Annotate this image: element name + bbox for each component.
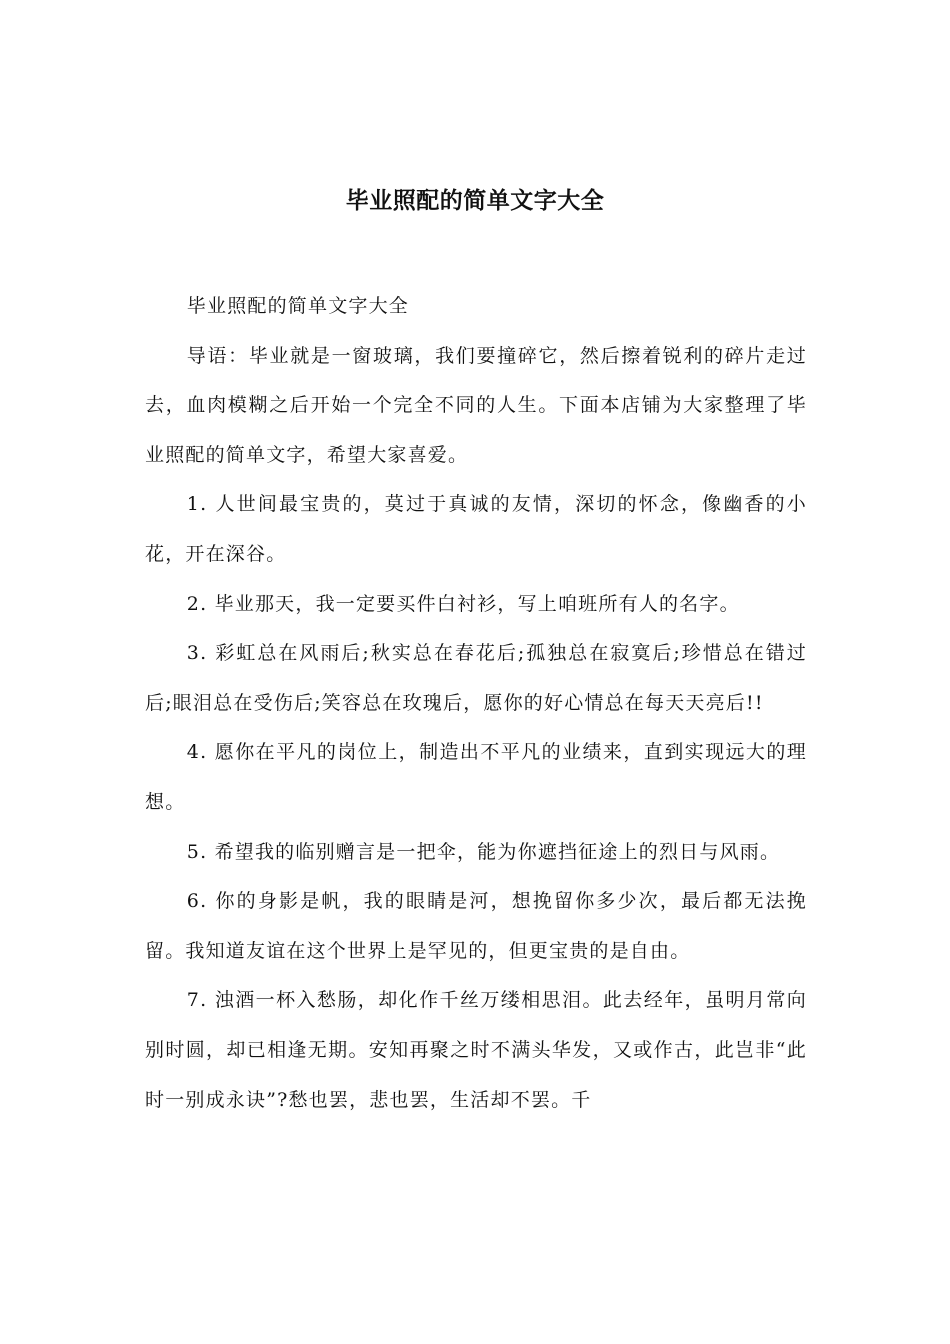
paragraph-item-4: 4. 愿你在平凡的岗位上，制造出不平凡的业绩来，直到实现远大的理想。 xyxy=(145,741,807,813)
paragraph-item-5: 5. 希望我的临别赠言是一把伞，能为你遮挡征途上的烈日与风雨。 xyxy=(186,840,781,863)
paragraph-item-7: 7. 浊酒一杯入愁肠，却化作千丝万缕相思泪。此去经年，虽明月常向别时圆，却已相逢无期。安知再聚之时不满头华发，又或作古，此岂非“此时一别成永诀”?愁也罢，悲也罢，生活却不罢。千 xyxy=(145,989,807,1111)
paragraph-item-6: 6. 你的身影是帆，我的眼睛是河，想挽留你多少次，最后都无法挽留。我知道友谊在这个世界上是罕见的，但更宝贵的是自由。 xyxy=(145,890,807,962)
document-body xyxy=(145,282,807,1125)
paragraph-subtitle: 毕业照配的简单文字大全 xyxy=(186,295,409,317)
paragraph-item-3: 3. 彩虹总在风雨后;秋实总在春花后;孤独总在寂寞后;珍惜总在错过后;眼泪总在受伤后;笑容总在玫瑰后，愿你的好心情总在每天天亮后!! xyxy=(145,642,807,714)
paragraph-intro: 导语：毕业就是一窗玻璃，我们要撞碎它，然后擦着锐利的碎片走过去，血肉模糊之后开始一个完全不同的人生。下面本店铺为大家整理了毕业照配的简单文字，希望大家喜爱。 xyxy=(145,344,807,466)
document-title: 毕业照配的简单文字大全 xyxy=(345,187,605,214)
paragraph-item-1: 1. 人世间最宝贵的，莫过于真诚的友情，深切的怀念，像幽香的小花，开在深谷。 xyxy=(145,493,807,565)
paragraph-item-2: 2. 毕业那天，我一定要买件白衬衫，写上咱班所有人的名字。 xyxy=(186,592,740,615)
